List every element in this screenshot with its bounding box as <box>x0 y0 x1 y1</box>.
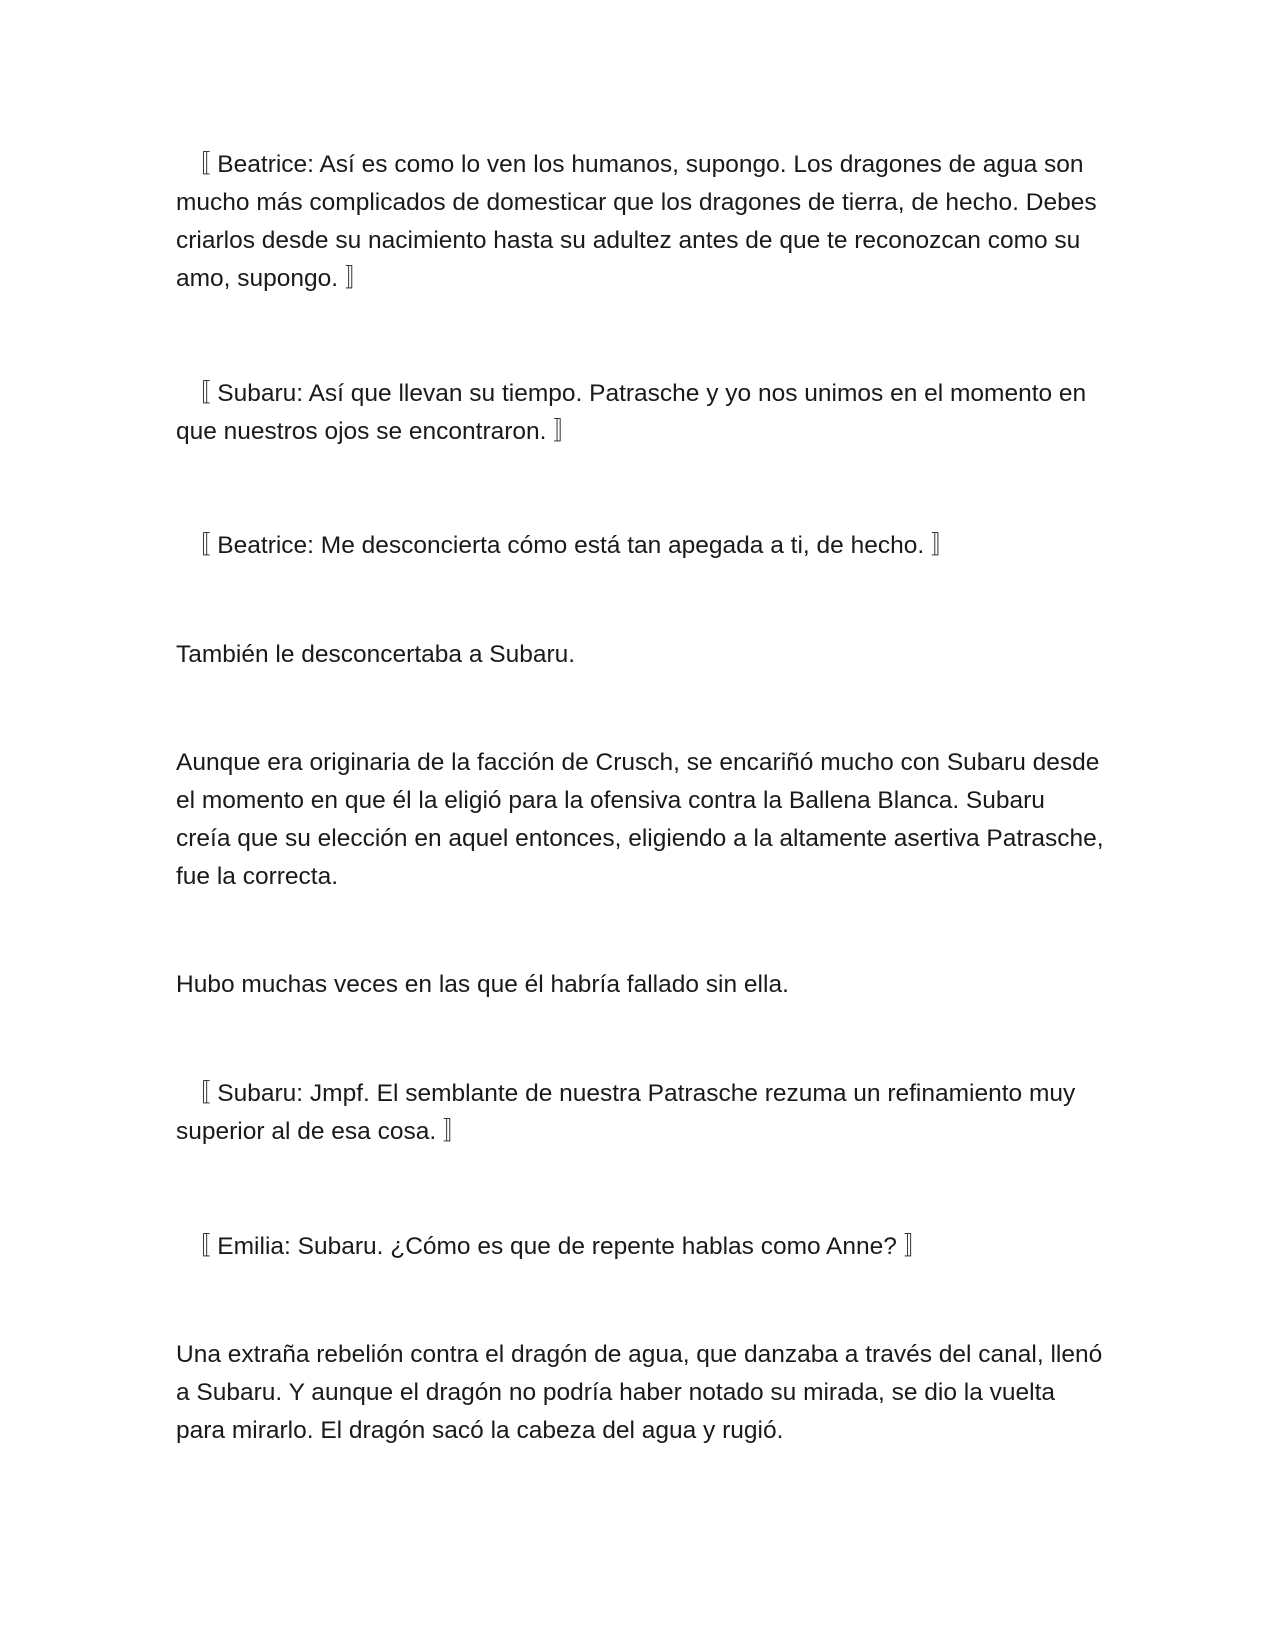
paragraph-subaru-2: 〚 Subaru: Jmpf. El semblante de nuestra Patrasche rezuma un refinamiento muy superior al de esa cosa. 〛 <box>176 1080 1076 1145</box>
paragraph-narration-1: También le desconcertaba a Subaru. <box>176 641 576 668</box>
paragraph-narration-4: Una extraña rebelión contra el dragón de agua, que danzaba a través del canal, llenó a Subaru. Y aunque el dragón no podría haber notado su mirada, se dio la vuelta para mirarlo. El dragón sacó la cabeza del agua y rugió. <box>176 1341 1103 1444</box>
paragraph-emilia-1: 〚 Emilia: Subaru. ¿Cómo es que de repente hablas como Anne? 〛 <box>186 1233 929 1260</box>
paragraph-beatrice-1: 〚 Beatrice: Así es como lo ven los humanos, supongo. Los dragones de agua son mucho más complicados de domesticar que los dragones de tierra, de hecho. Debes criarlos desde su nacimiento hasta su adultez antes de que te reconozcan como su amo, supongo. 〛 <box>176 151 1097 292</box>
paragraph-beatrice-2: 〚 Beatrice: Me desconcierta cómo está tan apegada a ti, de hecho. 〛 <box>186 532 956 559</box>
paragraph-narration-3: Hubo muchas veces en las que él habría fallado sin ella. <box>176 971 789 998</box>
paragraph-subaru-1: 〚 Subaru: Así que llevan su tiempo. Patrasche y yo nos unimos en el momento en que nuestros ojos se encontraron. 〛 <box>176 380 1087 445</box>
paragraph-narration-2: Aunque era originaria de la facción de Crusch, se encariñó mucho con Subaru desde el momento en que él la eligió para la ofensiva contra la Ballena Blanca. Subaru creía que su elección en aquel entonces, eligiendo a la altamente asertiva Patrasche, fue la correcta. <box>176 749 1104 890</box>
